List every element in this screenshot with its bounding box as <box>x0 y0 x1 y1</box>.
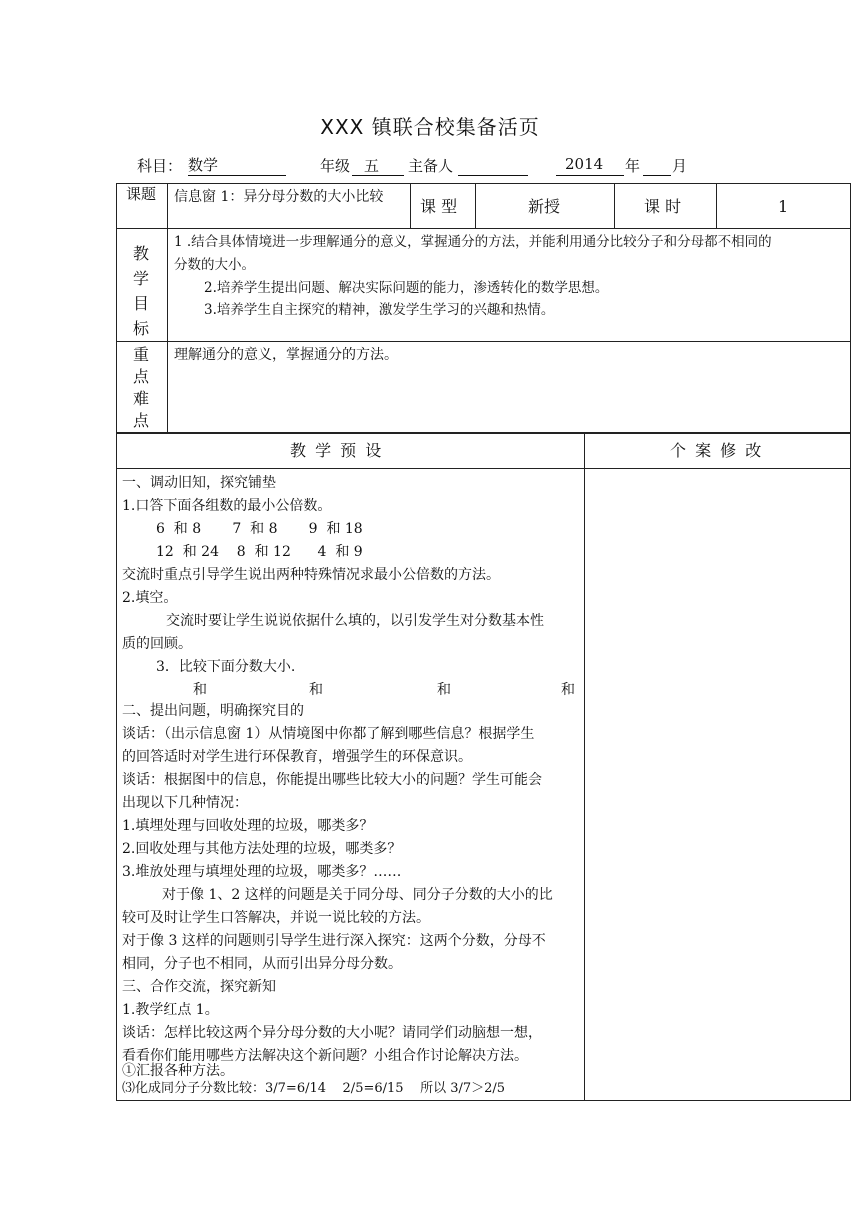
preparer-label: 主备人 <box>408 157 454 175</box>
year-label: 年 <box>625 157 641 175</box>
objectives-label: 教学目标 <box>132 244 149 338</box>
type-value: 新授 <box>528 197 561 216</box>
lesson-line: 一、调动旧知，探究铺垫 <box>122 475 276 491</box>
lesson-line: 3.堆放处理与填埋处理的垃圾，哪类多？…… <box>122 864 402 880</box>
lesson-line: 对于像 3 这样的问题则引导学生进行深入探究：这两个分数，分母不 <box>122 933 546 949</box>
preparer-underline <box>458 155 528 176</box>
row-divider <box>116 341 851 342</box>
objective-line: 1 .结合具体情境进一步理解通分的意义，掌握通分的方法，并能利用通分比较分子和分母都不相同的 <box>174 234 772 250</box>
lesson-line: 三、合作交流，探究新知 <box>122 979 276 995</box>
header-info-row <box>0 155 860 179</box>
lesson-line: 较可及时让学生口答解决，并说一说比较的方法。 <box>122 910 430 926</box>
col-divider <box>584 433 585 1101</box>
col-divider <box>475 183 476 228</box>
lesson-line: 交流时要让学生说说依据什么填的，以引发学生对分数基本性 <box>166 613 544 629</box>
lesson-line: 6 和 8 7 和 8 9 和 18 <box>156 521 363 537</box>
lesson-line: 3．比较下面分数大小. <box>156 659 296 675</box>
col-divider <box>716 183 717 228</box>
lesson-line: 谈话：根据图中的信息，你能提出哪些比较大小的问题？学生可能会 <box>122 772 542 788</box>
key-points-label: 重点难点 <box>132 345 149 430</box>
col-divider <box>167 183 168 433</box>
topic-label: 课题 <box>126 185 157 203</box>
lesson-line: 对于像 1、2 这样的问题是关于同分母、同分子分数的大小的比 <box>162 887 553 903</box>
objective-line: 3.培养学生自主探究的精神，激发学生学习的兴趣和热情。 <box>204 302 555 318</box>
lesson-line: ⑶化成同分子分数比较：3/7=6/14 2/5=6/15 所以 3/7＞2/5 <box>122 1081 506 1096</box>
row-divider <box>116 228 851 229</box>
lesson-line: 2.回收处理与其他方法处理的垃圾，哪类多？ <box>122 841 402 857</box>
lesson-line: 看看你们能用哪些方法解决这个新问题？小组合作讨论解决方法。 <box>122 1048 528 1064</box>
lesson-line: 谈话：（出示信息窗 1）从情境图中你都了解到哪些信息？根据学生 <box>122 726 535 742</box>
objective-line: 2.培养学生提出问题、解决实际问题的能力，渗透转化的数学思想。 <box>204 280 609 296</box>
col-divider <box>614 183 615 228</box>
lesson-line: 的回答适时对学生进行环保教育，增强学生的环保意识。 <box>122 749 472 765</box>
month-label: 月 <box>672 157 688 175</box>
lesson-line: 1.填埋处理与回收处理的垃圾，哪类多？ <box>122 818 374 834</box>
subject-underline <box>188 155 286 176</box>
key-points-text: 理解通分的意义，掌握通分的方法。 <box>174 347 398 363</box>
lesson-line: 交流时重点引导学生说出两种特殊情况求最小公倍数的方法。 <box>122 567 500 583</box>
month-underline <box>643 155 671 176</box>
row-divider <box>116 468 851 469</box>
section-header-revisions: 个 案 修 改 <box>670 441 764 460</box>
compare-word: 和 <box>561 682 575 698</box>
topic-value: 信息窗 1：异分母分数的大小比较 <box>174 189 384 205</box>
lesson-line: 1.口答下面各组数的最小公倍数。 <box>122 498 332 514</box>
lesson-line: ①汇报各种方法。 <box>122 1063 234 1079</box>
grade-label: 年级 <box>320 157 351 175</box>
lesson-line: 1.教学红点 1。 <box>122 1002 219 1018</box>
subject-label: 科目： <box>137 157 183 175</box>
compare-word: 和 <box>193 682 207 698</box>
hours-label: 课 时 <box>644 197 682 216</box>
col-divider <box>410 183 411 228</box>
section-header-lesson-plan: 教 学 预 设 <box>290 441 384 460</box>
lesson-line: 质的回顾。 <box>122 636 192 652</box>
type-label: 课 型 <box>420 197 458 216</box>
subject-value: 数学 <box>188 156 219 174</box>
compare-word: 和 <box>437 682 451 698</box>
grade-value: 五 <box>364 157 380 175</box>
lesson-line: 出现以下几种情况： <box>122 795 248 811</box>
lesson-line: 2.填空。 <box>122 590 178 606</box>
lesson-line: 二、提出问题，明确探究目的 <box>122 703 304 719</box>
hours-value: 1 <box>778 197 789 216</box>
lesson-line: 谈话：怎样比较这两个异分母分数的大小呢？请同学们动脑想一想， <box>122 1025 542 1041</box>
objective-line: 分数的大小。 <box>174 257 255 273</box>
year-value: 2014 <box>565 155 604 173</box>
compare-word: 和 <box>309 682 323 698</box>
page-title: XXX 镇联合校集备活页 <box>320 115 540 139</box>
lesson-line: 相同，分子也不相同，从而引出异分母分数。 <box>122 956 402 972</box>
lesson-line: 12 和 24 8 和 12 4 和 9 <box>156 544 363 560</box>
